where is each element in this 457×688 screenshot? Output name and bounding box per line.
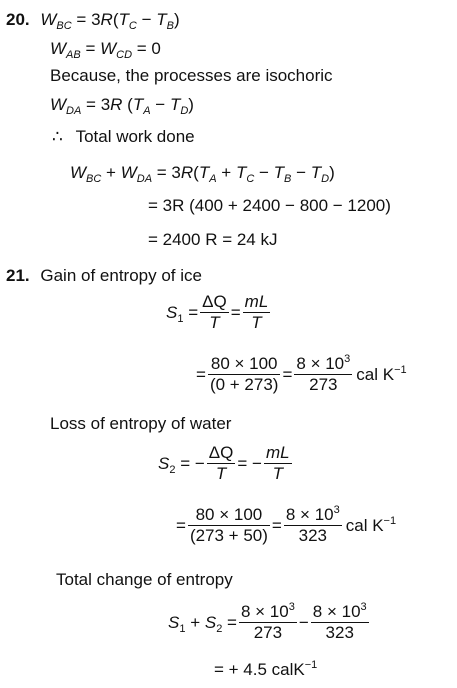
q20-total-work-label: Total work done xyxy=(75,127,195,146)
q20-line-wab-wcd: $W_{AB} = W_{CD} = 0$ xyxy=(50,39,161,61)
q21-number: 21. xyxy=(6,266,30,285)
s2-value: = $\frac{80 \times 100}{(273 + 50)}$ = $\frac{8 \times 10^3}{323}$ cal $K^{-1}$ xyxy=(176,504,397,545)
fraction-dq-over-t: $\frac{\Delta Q}{T}$ xyxy=(202,292,227,332)
s1-value: = $\frac{80 \times 100}{(0 + 273)}$ = $\frac{8 \times 10^3}{273}$ cal $K^{-1}$ xyxy=(196,353,407,394)
fraction-ml-over-t-2: $\frac{mL}{T}$ xyxy=(265,443,290,483)
q20-substitution: = 3R (400 + 2400 − 800 − 1200) xyxy=(148,196,391,215)
s1-unit: cal K xyxy=(356,364,395,384)
fraction-water-heat: $\frac{80 \times 100}{(273 + 50)}$ xyxy=(189,505,268,545)
s1-definition: $S_1$ = $\frac{\Delta Q}{T}$ = $\frac{mL}{T}$ xyxy=(166,292,269,332)
q20-number: 20. xyxy=(6,10,30,29)
q21-result: = + 4.5 calK$^{-1}$ xyxy=(214,659,318,679)
q21-header xyxy=(6,266,202,286)
therefore-symbol: ∴ xyxy=(52,127,63,146)
fraction-s1-result: $\frac{8 \times 10^3}{273}$ xyxy=(296,353,351,394)
q20-line-wbc: 20. $W_{BC} = 3R(T_C - T_B)$ xyxy=(6,10,180,32)
fraction-ice-heat: $\frac{80 \times 100}{(0 + 273)}$ xyxy=(209,354,279,394)
fraction-dq-over-t-2: $\frac{\Delta Q}{T}$ xyxy=(208,443,234,483)
fraction-total-1: $\frac{8 \times 10^3}{273}$ xyxy=(240,601,295,642)
q21-gain-label: Gain of entropy of ice xyxy=(40,266,202,285)
q20-result: = 2400 R = 24 kJ xyxy=(148,230,278,249)
q20-because: Because, the processes are isochoric xyxy=(50,66,333,85)
q20-sum-equation: $W_{BC} + W_{DA} = 3R(T_A + T_C - T_B - T_D)$ xyxy=(70,163,335,185)
s2-unit: cal K xyxy=(345,515,384,535)
q21-total-label: Total change of entropy xyxy=(56,570,233,589)
fraction-ml-over-t: $\frac{mL}{T}$ xyxy=(244,292,269,332)
total-entropy-equation: $S_1 + S_2$ = $\frac{8 \times 10^3}{273}$ − $\frac{8 \times 10^3}{323}$ xyxy=(168,601,367,642)
q20-line-wda: $W_{DA} = 3R$ $(T_A - T_D)$ xyxy=(50,95,194,117)
fraction-s2-result: $\frac{8 \times 10^3}{323}$ xyxy=(285,504,340,545)
fraction-total-2: $\frac{8 \times 10^3}{323}$ xyxy=(312,601,367,642)
q20-total-work-line xyxy=(52,127,195,147)
q21-loss-label: Loss of entropy of water xyxy=(50,414,232,433)
s2-definition: $S_2$ = − $\frac{\Delta Q}{T}$ = − $\frac{mL}{T}$ xyxy=(158,443,290,483)
